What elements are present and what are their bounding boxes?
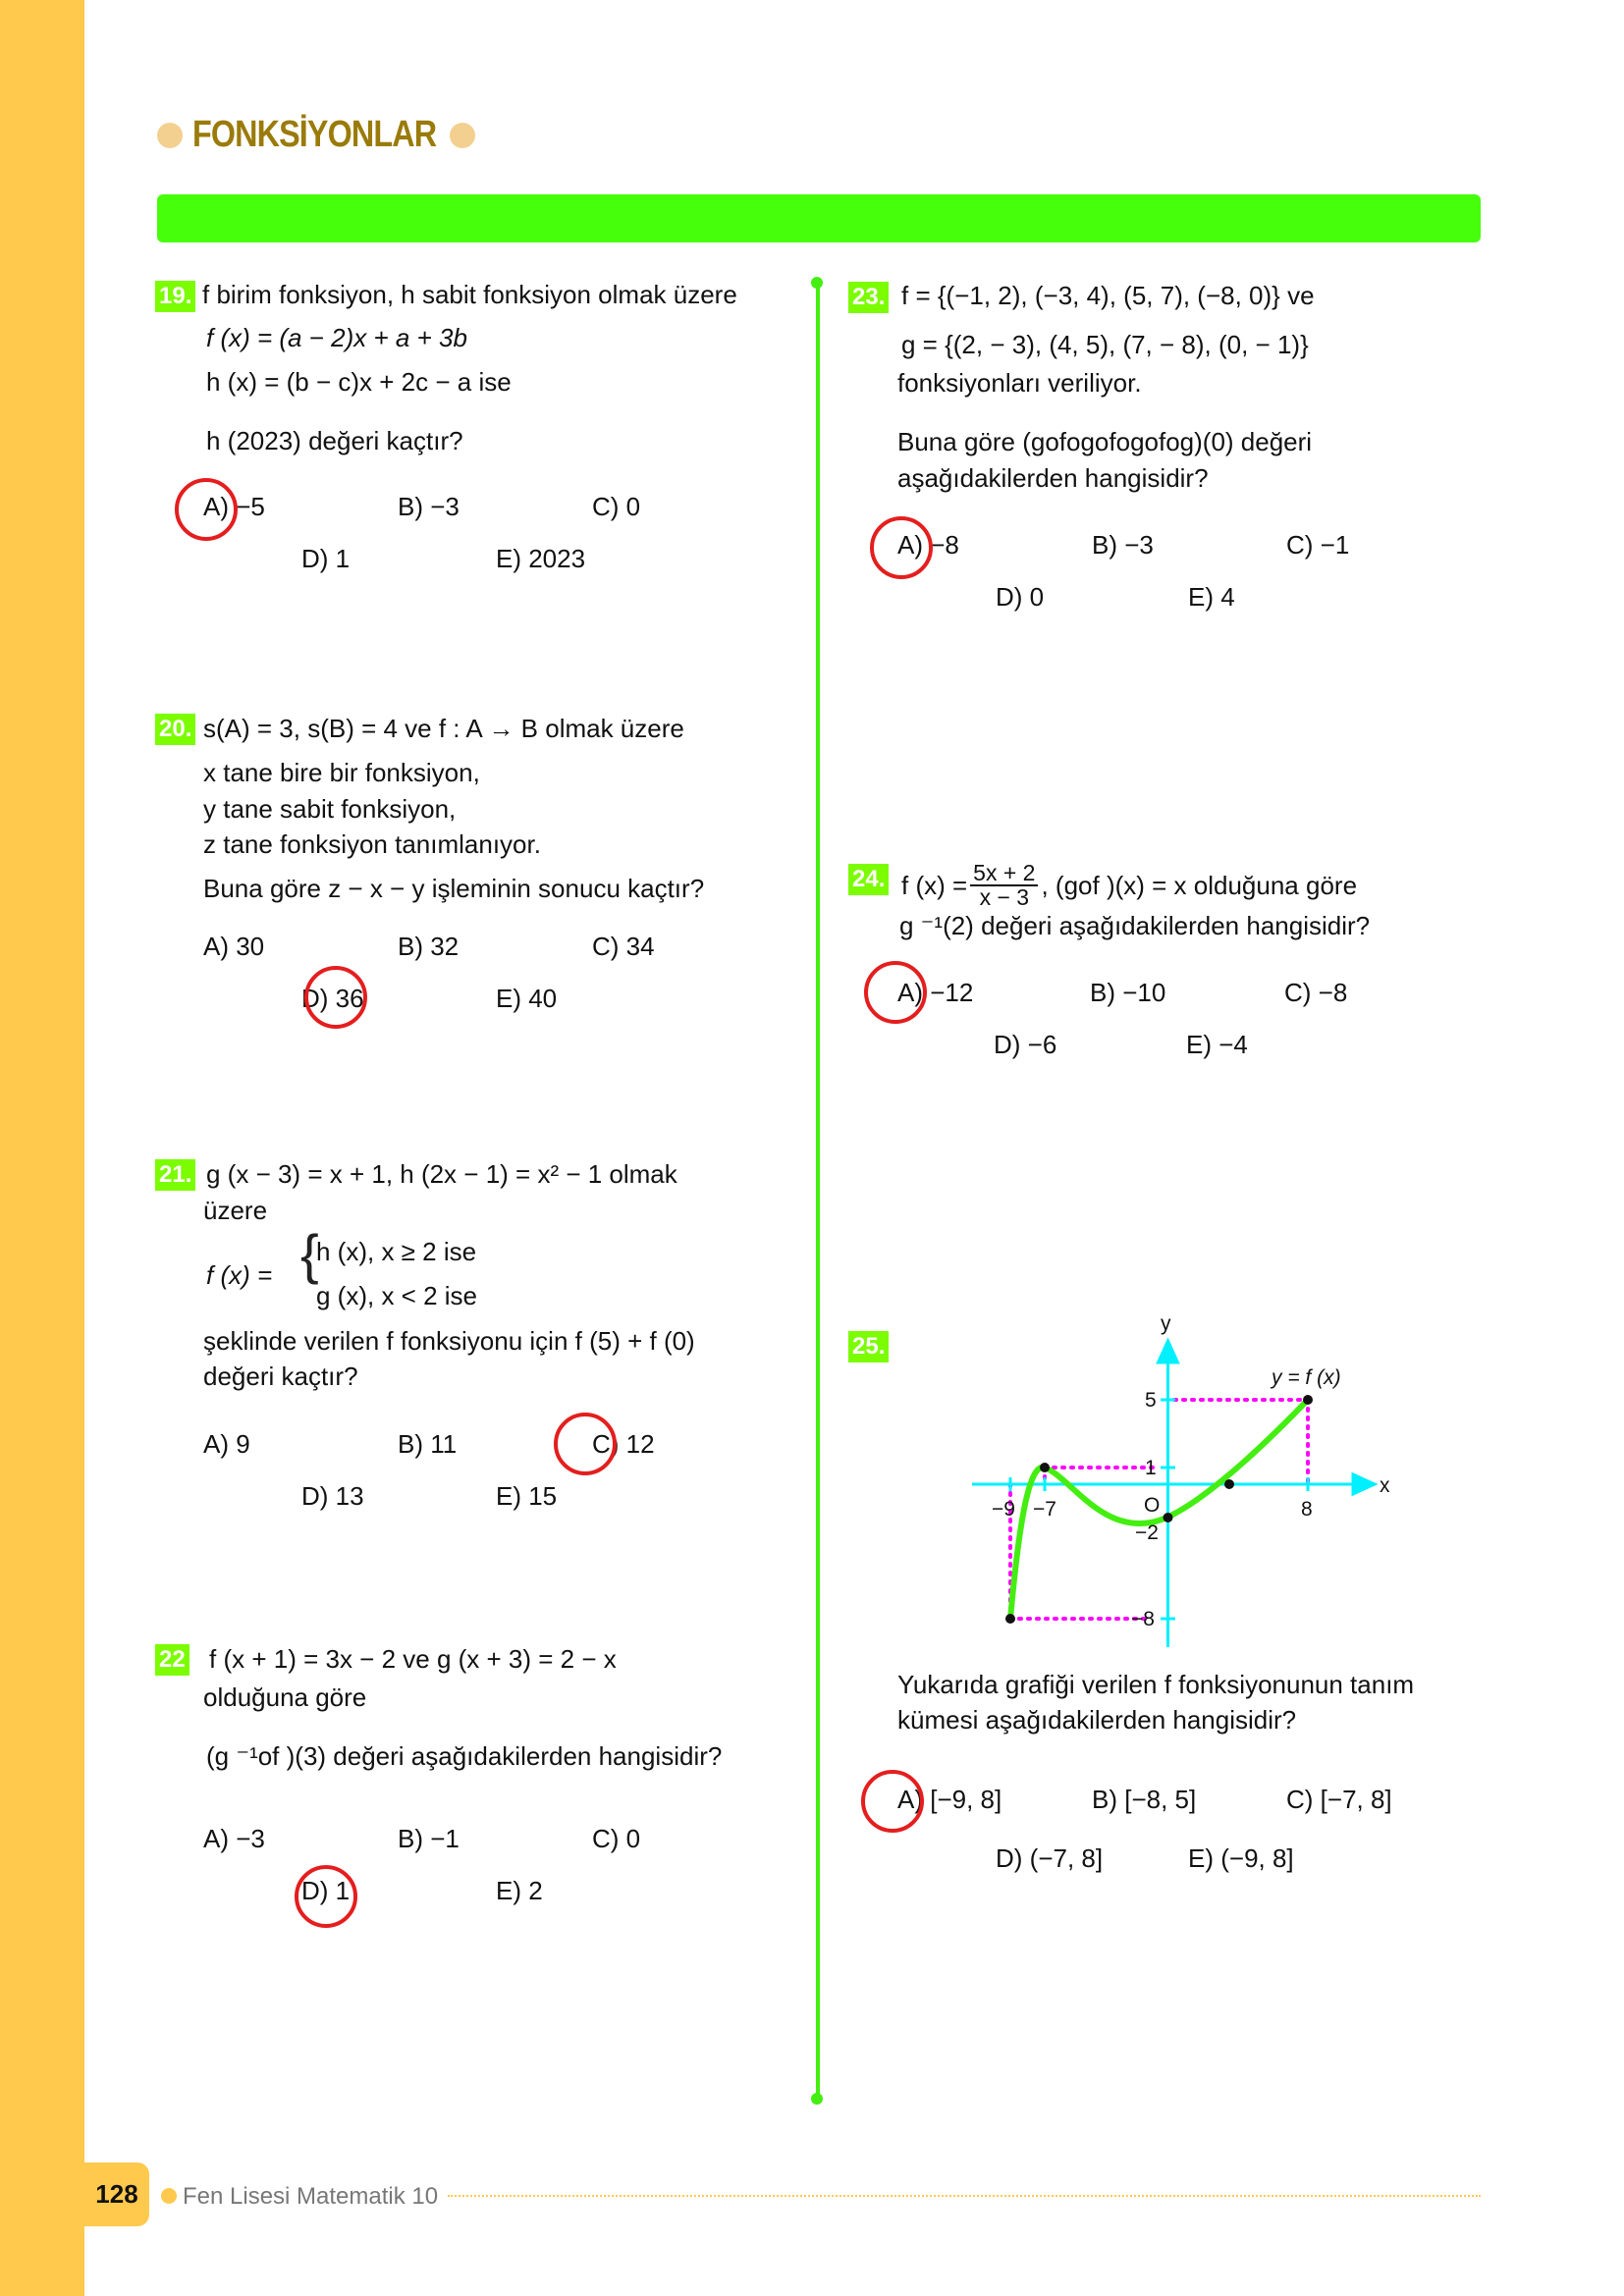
y-tick-label: −8 [1131,1608,1155,1630]
option-d[interactable]: D) 1 [301,1876,351,1905]
option-d[interactable]: D) 36 [301,984,364,1013]
numerator: 5x + 2 [970,862,1038,886]
question-text: g (x), x < 2 ise [316,1281,477,1310]
question-text: Buna göre z − x − y işleminin sonucu kaçtır? [203,874,705,903]
question-text: Buna göre (gofogofogofog)(0) değeri [897,427,1313,456]
option-c[interactable]: C) −1 [1286,530,1350,560]
question-text: y tane sabit fonksiyon, [203,794,457,824]
question-text: f birim fonksiyon, h sabit fonksiyon olmak üzere [202,280,737,309]
function-graph [943,1306,1414,1659]
answer-mark-circle [864,961,927,1024]
option-a[interactable]: A) 30 [203,932,265,961]
question-text: fonksiyonları veriliyor. [897,368,1142,398]
question-text: f (x) = [206,1260,273,1290]
answer-mark-circle [554,1413,617,1475]
divider-dot [811,2093,823,2105]
graph-point [1303,1395,1313,1405]
chapter-title [157,114,475,156]
bullet-dot-icon [450,123,475,148]
option-a[interactable]: A) −5 [203,492,265,521]
answer-mark-circle [175,478,238,541]
y-tick-label: 5 [1145,1389,1157,1412]
answer-mark-circle [861,1770,924,1833]
question-text: Yukarıda grafiği verilen f fonksiyonunun tanım [897,1670,1415,1699]
option-a[interactable]: A) −3 [203,1824,265,1853]
question-number: 24. [848,864,889,895]
question-text: h (x), x ≥ 2 ise [316,1237,477,1266]
option-a[interactable]: A) 9 [203,1429,250,1459]
option-d[interactable]: D) 13 [301,1481,364,1511]
question-number: 23. [848,282,889,313]
question-text: kümesi aşağıdakilerden hangisidir? [897,1705,1297,1735]
option-e[interactable]: E) 15 [496,1481,558,1511]
formula-part: f (x) = [901,871,968,900]
y-axis-label: y [1161,1312,1171,1335]
book-title: Fen Lisesi Matematik 10 [183,2183,439,2210]
divider-dot [811,277,823,289]
denominator: x − 3 [979,884,1030,910]
x-tick-label: −9 [992,1498,1015,1521]
y-tick-label: 1 [1145,1457,1157,1479]
footer-dot-icon [161,2188,177,2204]
option-c[interactable]: C) 34 [592,932,655,961]
brace: { [300,1223,319,1285]
option-c[interactable]: C) −8 [1284,978,1348,1007]
question-text: f = {(−1, 2), (−3, 4), (5, 7), (−8, 0)} ve [901,281,1315,310]
option-d[interactable]: D) (−7, 8] [996,1843,1104,1873]
footer-rule [448,2195,1481,2197]
question-number: 19. [155,281,195,312]
option-c[interactable]: C) 0 [592,1824,641,1853]
graph-point [1040,1463,1050,1472]
fraction [970,862,1038,909]
option-d[interactable]: D) 0 [996,582,1045,612]
question-text: şeklinde verilen f fonksiyonu için f (5) + f (0) [203,1326,695,1356]
column-divider [816,285,820,2103]
option-e[interactable]: E) 2023 [496,544,586,573]
page-number: 128 [84,2163,149,2226]
question-text: olduğuna göre [203,1682,367,1712]
option-b[interactable]: B) −10 [1090,978,1166,1007]
answer-mark-circle [304,966,367,1029]
option-d[interactable]: D) 1 [301,544,351,573]
option-e[interactable]: E) 4 [1188,582,1235,612]
chapter-title-text: FONKSİYONLAR [192,114,437,155]
formula-part: , (gof )(x) = x olduğuna göre [1041,871,1358,900]
option-a[interactable]: A) −12 [897,978,974,1007]
option-e[interactable]: E) (−9, 8] [1188,1843,1294,1873]
option-b[interactable]: B) 11 [398,1429,458,1459]
question-text: aşağıdakilerden hangisidir? [897,463,1209,493]
question-text: g = {(2, − 3), (4, 5), (7, − 8), (0, − 1)} [901,330,1309,359]
answer-mark-circle [295,1865,357,1928]
option-a[interactable]: A) −8 [897,530,959,560]
question-text: g ⁻¹(2) değeri aşağıdakilerden hangisidir? [899,911,1371,940]
question-text: üzere [203,1196,268,1225]
option-d[interactable]: D) −6 [994,1030,1057,1059]
y-tick-label: −2 [1135,1522,1159,1544]
x-axis-arrow-icon [1353,1474,1375,1494]
option-b[interactable]: B) −3 [1092,530,1154,560]
question-text: h (x) = (b − c)x + 2c − a ise [206,367,512,397]
option-a[interactable]: A) [−9, 8] [897,1785,1002,1814]
origin-label: O [1144,1494,1161,1517]
option-e[interactable]: E) 40 [496,984,558,1013]
question-text: x tane bire bir fonksiyon, [203,758,480,787]
answer-mark-circle [870,516,933,579]
x-tick-label: −7 [1033,1498,1056,1521]
curve-label: y = f (x) [1272,1366,1341,1389]
question-text: f (x + 1) = 3x − 2 ve g (x + 3) = 2 − x [209,1644,617,1674]
option-e[interactable]: E) 2 [496,1876,543,1905]
option-b[interactable]: B) −3 [398,492,460,521]
question-number: 21. [155,1159,195,1191]
header-bar [157,194,1481,242]
x-tick-label: 8 [1301,1498,1313,1521]
option-c[interactable]: C) 0 [592,492,641,521]
question-text: z tane fonksiyon tanımlanıyor. [203,829,541,859]
option-b[interactable]: B) 32 [398,932,460,961]
question-text: g (x − 3) = x + 1, h (2x − 1) = x² − 1 olmak [206,1159,677,1189]
question-text: f (x) = (a − 2)x + a + 3b [206,323,467,352]
graph-point [1005,1614,1015,1624]
graph-point [1224,1479,1234,1489]
option-e[interactable]: E) −4 [1186,1030,1248,1059]
option-c[interactable]: C) 12 [592,1429,655,1459]
bullet-dot-icon [157,123,183,148]
question-text [901,862,1357,909]
graph-point [1164,1513,1173,1522]
option-c[interactable]: C) [−7, 8] [1286,1785,1392,1814]
option-b[interactable]: B) −1 [398,1824,460,1853]
question-number: 25. [848,1331,889,1362]
y-axis-arrow-icon [1159,1341,1178,1362]
option-b[interactable]: B) [−8, 5] [1092,1785,1197,1814]
question-text: h (2023) değeri kaçtır? [206,426,463,455]
question-text: (g ⁻¹of )(3) değeri aşağıdakilerden hangisidir? [206,1741,723,1771]
side-strip [0,0,84,2296]
question-text: s(A) = 3, s(B) = 4 ve f : A → B olmak üzere [203,714,684,743]
question-text: değeri kaçtır? [203,1362,358,1391]
question-number: 20. [155,714,195,745]
x-axis-label: x [1380,1474,1390,1497]
question-number: 22 [155,1644,189,1676]
